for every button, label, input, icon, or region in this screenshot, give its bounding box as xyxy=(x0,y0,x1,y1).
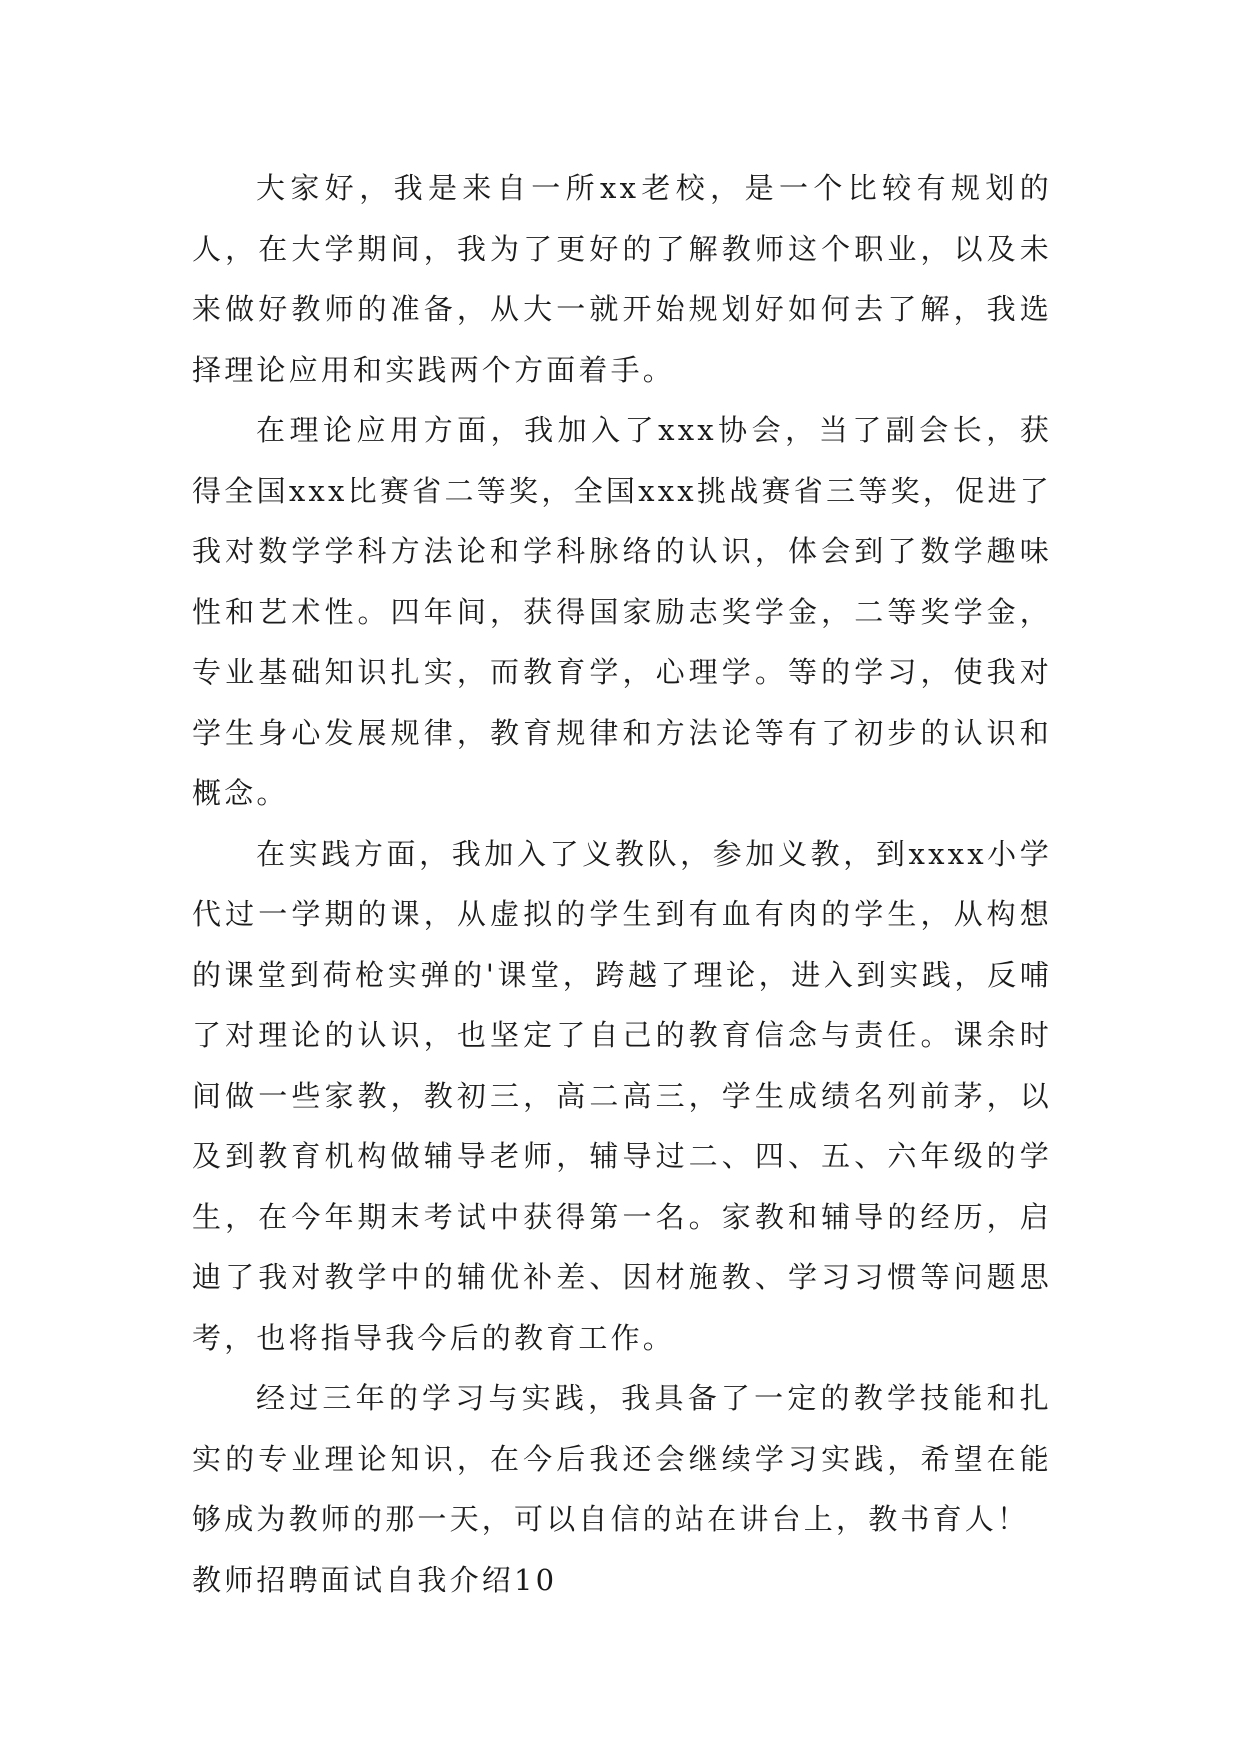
next-section-heading: 教师招聘面试自我介绍10 xyxy=(192,1562,558,1597)
paragraph-conclusion: 经过三年的学习与实践，我具备了一定的教学技能和扎实的专业理论知识，在今后我还会继续学习实践，希望在能够成为教师的那一天，可以自信的站在讲台上，教书育人！ xyxy=(192,1381,1052,1536)
paragraph-practice: 在实践方面，我加入了义教队，参加义教，到xxxx小学代过一学期的课，从虚拟的学生到有血有肉的学生，从构想的课堂到荷枪实弹的'课堂，跨越了理论，进入到实践，反哺了对理论的认识，也坚定了自己的教育信念与责任。课余时间做一些家教，教初三，高二高三，学生成绩名列前茅，以及到教育机构做辅导老师，辅导过二、四、五、六年级的学生，在今年期末考试中获得第一名。家教和辅导的经历，启迪了我对教学中的辅优补差、因材施教、学习习惯等问题思考，也将指导我今后的教育工作。 xyxy=(192,836,1052,1355)
document-body xyxy=(192,158,1052,1610)
paragraph-theory: 在理论应用方面，我加入了xxx协会，当了副会长，获得全国xxx比赛省二等奖，全国xxx挑战赛省三等奖，促进了我对数学学科方法论和学科脉络的认识，体会到了数学趣味性和艺术性。四年间，获得国家励志奖学金，二等奖学金，专业基础知识扎实，而教育学，心理学。等的学习，使我对学生身心发展规律，教育规律和方法论等有了初步的认识和概念。 xyxy=(192,413,1052,810)
paragraph-intro: 大家好，我是来自一所xx老校，是一个比较有规划的人，在大学期间，我为了更好的了解教师这个职业，以及未来做好教师的准备，从大一就开始规划好如何去了解，我选择理论应用和实践两个方面着手。 xyxy=(192,171,1052,387)
